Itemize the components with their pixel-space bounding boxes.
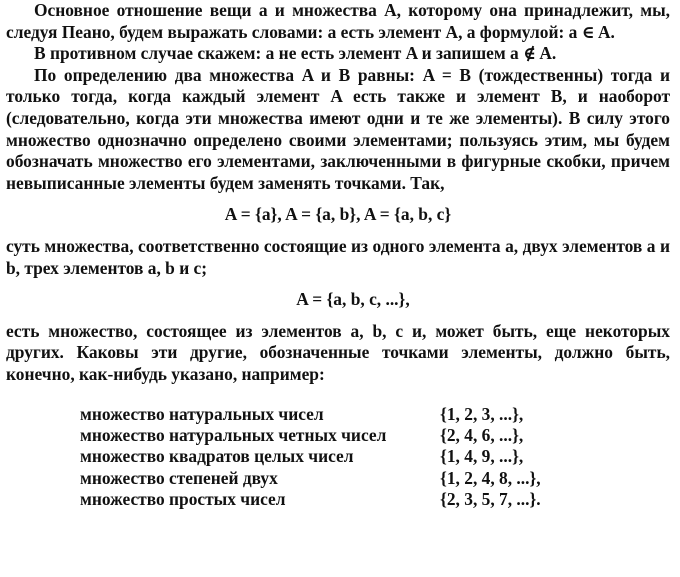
example-set: {1, 4, 9, ...}, xyxy=(440,446,524,467)
example-row xyxy=(80,404,541,425)
formula-simple-sets: A = {a}, A = {a, b}, A = {a, b, c} xyxy=(224,204,452,225)
paragraph-non-membership: В противном случае скажем: a не есть элемент A и запишем a ∉ A. xyxy=(34,43,557,64)
example-name: множество степеней двух xyxy=(80,467,278,488)
example-row xyxy=(80,425,541,446)
formula-open-set: A = {a, b, c, ...}, xyxy=(296,289,410,310)
paragraph-membership: Основное отношение вещи a и множества A, которому она принадлежит, мы, следуя Пеано, будем выражать словами: a есть элемент A, а формулой: a ∈ A. xyxy=(6,0,670,42)
document-page xyxy=(6,0,670,511)
example-set: {2, 4, 6, ...}, xyxy=(440,424,524,445)
examples-table xyxy=(80,404,541,511)
paragraph-sets-explanation: суть множества, соответственно состоящие из одного элемента a, двух элементов a и b, трех элементов a, b и c; xyxy=(6,235,670,278)
paragraph-other-elements: есть множество, состоящее из элементов a, b, c и, может быть, еще некоторых других. Каковы эти другие, обозначенные точками элементы, должно быть, конечно, как-нибудь указано, например: xyxy=(6,320,670,384)
example-name: множество натуральных чисел xyxy=(80,403,324,424)
example-name: множество квадратов целых чисел xyxy=(80,446,354,467)
example-name: множество натуральных четных чисел xyxy=(80,424,387,445)
example-set: {1, 2, 3, ...}, xyxy=(440,403,524,424)
example-set: {2, 3, 5, 7, ...}. xyxy=(440,489,541,510)
example-name: множество простых чисел xyxy=(80,489,286,510)
example-row xyxy=(80,446,541,467)
example-row xyxy=(80,468,541,489)
example-set: {1, 2, 4, 8, ...}, xyxy=(440,467,541,488)
example-row xyxy=(80,489,541,510)
paragraph-set-equality: По определению два множества A и B равны: A = B (тождественны) тогда и только тогда, когда каждый элемент A есть также и элемент B, и наоборот (следовательно, когда эти множества имеют одни и те же элементы). В силу этого множество однозначно определено своими элементами; пользуясь этим, мы будем обозначать множество его элементами, заключенными в фигурные скобки, причем невыписанные элементы будем заменять точками. Так, xyxy=(6,64,670,193)
